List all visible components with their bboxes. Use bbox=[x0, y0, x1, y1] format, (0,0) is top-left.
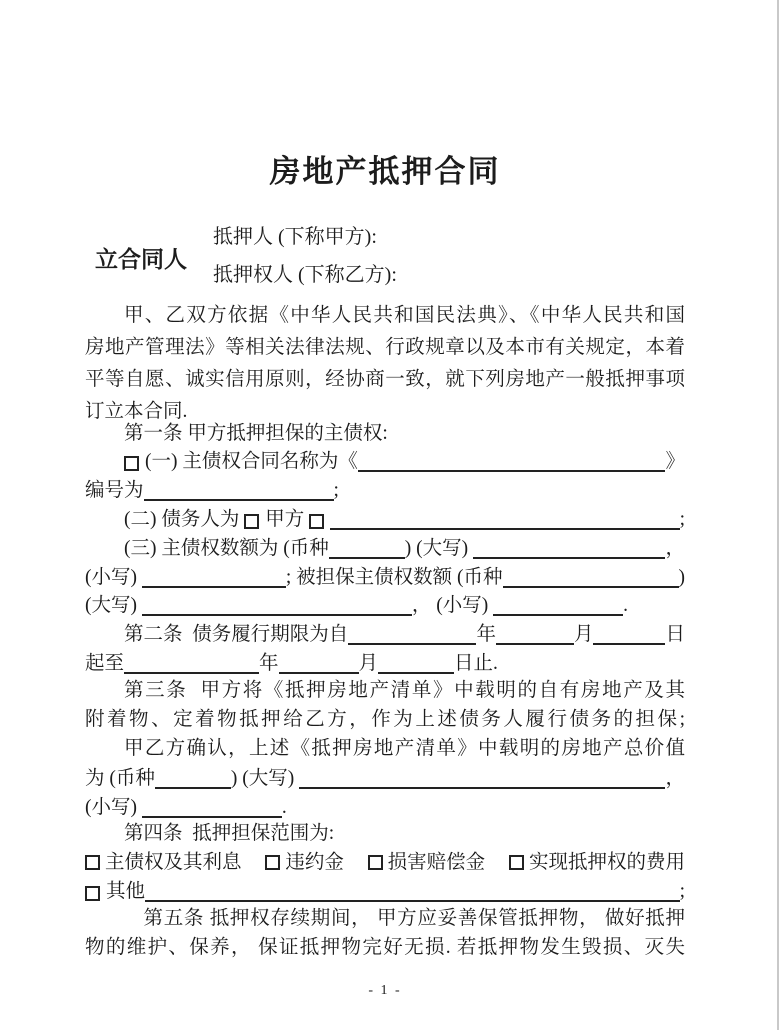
line-text: ; bbox=[679, 509, 685, 530]
line-text: 为 (币种 bbox=[85, 768, 155, 789]
parties-label: 立合同人 bbox=[95, 246, 187, 272]
blank-underline bbox=[145, 900, 680, 902]
line-text: 其他 bbox=[106, 881, 146, 902]
line-text: 》 bbox=[665, 451, 685, 472]
blank-underline bbox=[493, 614, 623, 616]
blank-underline bbox=[279, 672, 359, 674]
option-label: 违约金 bbox=[285, 852, 344, 873]
blank-underline bbox=[142, 586, 286, 588]
checkbox-icon bbox=[85, 886, 100, 901]
blank-underline bbox=[329, 557, 405, 559]
contract-title: 房地产抵押合同 bbox=[269, 154, 501, 189]
scan-page-edge bbox=[777, 0, 779, 1030]
contract-line bbox=[85, 736, 685, 763]
contract-line bbox=[85, 621, 685, 648]
contract-line bbox=[85, 303, 685, 330]
line-text: 月 bbox=[573, 624, 594, 645]
option-label: 损害赔偿金 bbox=[387, 852, 486, 873]
line-text: ; 被担保主债权数额 (币种 bbox=[285, 567, 503, 588]
contract-line bbox=[85, 367, 685, 394]
contract-line bbox=[85, 878, 685, 905]
line-text: (大写) bbox=[85, 595, 142, 616]
checkbox-icon bbox=[309, 514, 324, 529]
line-text: 订立本合同. bbox=[85, 401, 188, 422]
line-text: (小写) bbox=[85, 797, 142, 818]
page-number: - 1 - bbox=[368, 983, 402, 998]
checkbox-option bbox=[265, 850, 344, 876]
line-text: 月 bbox=[358, 653, 379, 674]
line-text: ， bbox=[665, 538, 685, 559]
party-line-mortgagor: 抵押人 (下称甲方): bbox=[213, 226, 377, 248]
contract-line bbox=[85, 678, 685, 705]
line-text: ) (大写) bbox=[230, 768, 300, 789]
checkbox-icon bbox=[244, 514, 259, 529]
blank-underline bbox=[142, 816, 282, 818]
line-text: 起至 bbox=[85, 653, 125, 674]
contract-line bbox=[85, 592, 685, 619]
contract-line bbox=[85, 821, 685, 848]
line-text: (小写) bbox=[85, 567, 142, 588]
line-text: 第二条 债务履行期限为自 bbox=[124, 624, 349, 645]
line-text: 编号为 bbox=[85, 480, 144, 501]
blank-underline bbox=[496, 643, 574, 645]
checkbox-icon bbox=[509, 855, 524, 870]
contract-line bbox=[85, 421, 685, 448]
blank-underline bbox=[358, 470, 666, 472]
option-label: 主债权及其利息 bbox=[105, 852, 242, 873]
line-text: 年 bbox=[476, 624, 496, 645]
line-text: ， bbox=[665, 768, 685, 789]
line-text: . bbox=[281, 797, 287, 818]
line-text: (三) 主债权数额为 (币种 bbox=[124, 538, 329, 559]
blank-underline bbox=[473, 557, 666, 559]
blank-underline bbox=[144, 499, 334, 501]
line-text: . bbox=[623, 595, 628, 616]
line-text: ; bbox=[679, 881, 685, 902]
line-text: 甲方 bbox=[265, 509, 310, 530]
contract-line bbox=[85, 448, 685, 475]
blank-underline bbox=[299, 787, 665, 789]
contract-line bbox=[85, 906, 685, 933]
checkbox-option bbox=[509, 850, 685, 876]
checkbox-option bbox=[368, 850, 486, 876]
line-text: 甲乙方确认，上述《抵押房地产清单》中载明的房地产总价值 bbox=[124, 738, 685, 759]
contract-line bbox=[85, 477, 685, 504]
contract-line bbox=[85, 564, 685, 591]
line-text: ， (小写) bbox=[411, 595, 494, 616]
checkbox-icon bbox=[368, 855, 383, 870]
contract-line bbox=[85, 335, 685, 362]
contract-line bbox=[85, 849, 685, 876]
blank-underline bbox=[593, 643, 665, 645]
line-text: 物的维护、保养， 保证抵押物完好无损. 若抵押物发生毁损、灭失 bbox=[85, 937, 685, 958]
blank-underline bbox=[142, 614, 412, 616]
line-text: (二) 债务人为 bbox=[124, 509, 245, 530]
contract-line bbox=[85, 535, 685, 562]
line-text: 第五条 抵押权存续期间， 甲方应妥善保管抵押物， 做好抵押 bbox=[143, 908, 685, 929]
contract-line bbox=[85, 765, 685, 792]
checkbox-icon bbox=[265, 855, 280, 870]
checkbox-icon bbox=[124, 456, 139, 471]
party-line-mortgagee: 抵押权人 (下称乙方): bbox=[213, 264, 397, 286]
blank-underline bbox=[348, 643, 476, 645]
line-text: 附着物、定着物抵押给乙方，作为上述债务人履行债务的担保; bbox=[85, 709, 685, 730]
line-text: 甲、乙双方依据《中华人民共和国民法典》、《中华人民共和国 bbox=[124, 305, 685, 326]
line-text: ) (大写) bbox=[404, 538, 473, 559]
line-text: 日止. bbox=[454, 653, 498, 674]
contract-line bbox=[85, 794, 685, 821]
contract-line bbox=[85, 935, 685, 962]
contract-line bbox=[85, 707, 685, 734]
line-text: 平等自愿、诚实信用原则，经协商一致，就下列房地产一般抵押事项 bbox=[85, 369, 685, 390]
option-label: 实现抵押权的费用 bbox=[528, 852, 685, 873]
blank-underline bbox=[378, 672, 454, 674]
blank-underline bbox=[124, 672, 259, 674]
blank-underline bbox=[330, 528, 679, 530]
line-text: 第一条 甲方抵押担保的主债权: bbox=[124, 423, 388, 444]
line-text: ; bbox=[333, 480, 339, 501]
line-text: 日 bbox=[665, 624, 685, 645]
blank-underline bbox=[155, 787, 231, 789]
blank-underline bbox=[503, 586, 679, 588]
checkbox-icon bbox=[85, 855, 100, 870]
contract-line bbox=[85, 506, 685, 533]
line-text: ) bbox=[678, 567, 685, 588]
contract-line bbox=[85, 650, 685, 677]
line-text: (一) 主债权合同名称为《 bbox=[145, 451, 358, 472]
checkbox-option bbox=[85, 850, 242, 876]
line-text: 年 bbox=[259, 653, 279, 674]
line-text: 第四条 抵押担保范围为: bbox=[124, 823, 335, 844]
line-text: 第三条 甲方将《抵押房地产清单》中载明的自有房地产及其 bbox=[124, 680, 685, 701]
line-text: 房地产管理法》等相关法律法规、行政规章以及本市有关规定，本着 bbox=[85, 337, 685, 358]
